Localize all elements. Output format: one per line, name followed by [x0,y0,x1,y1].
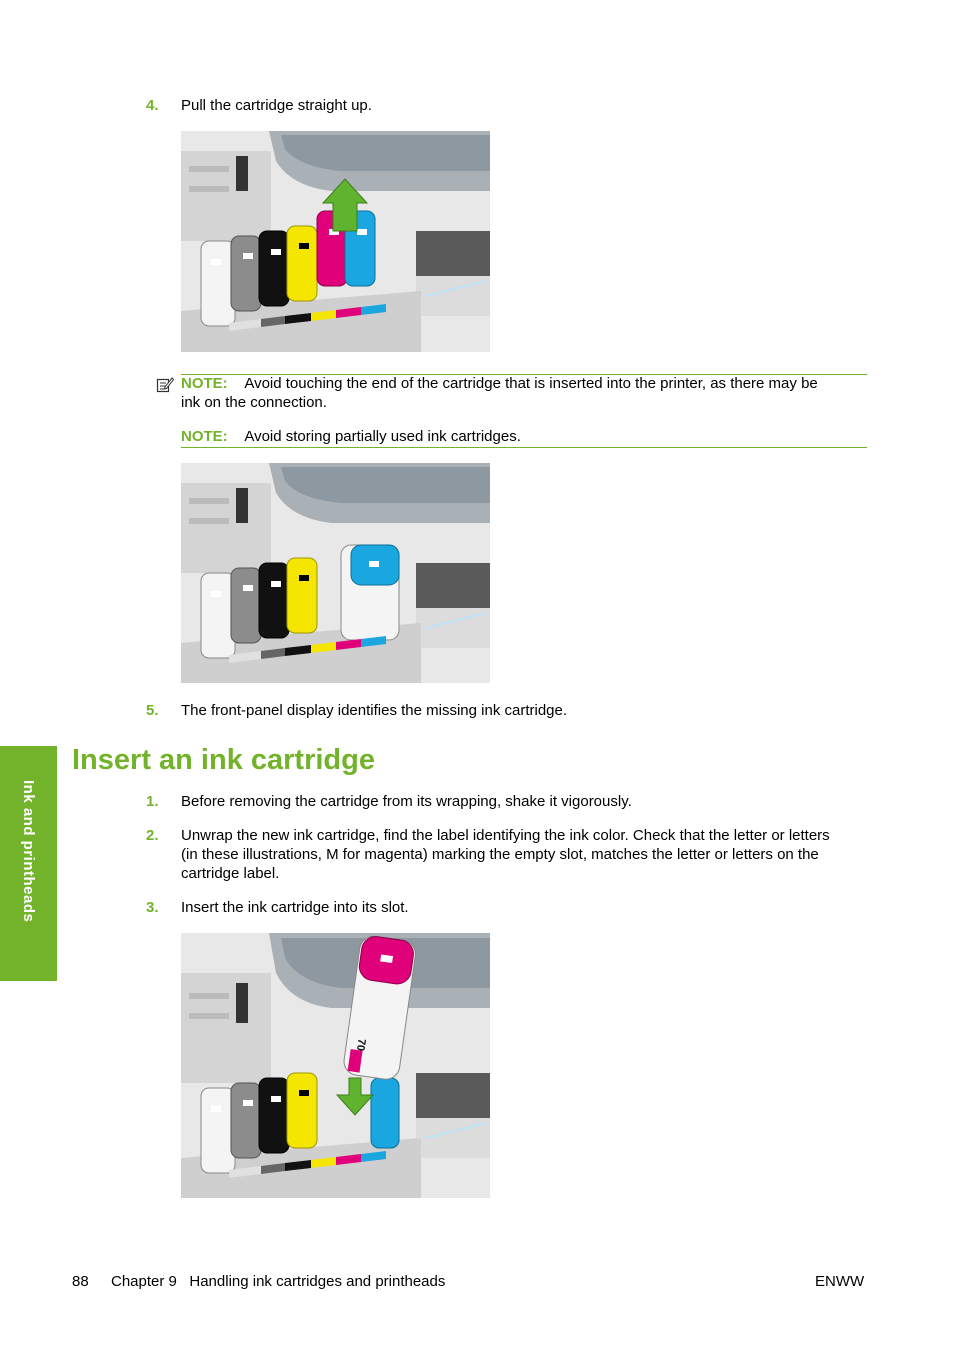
footer-right-label: ENWW [815,1273,865,1290]
note-text: Avoid storing partially used ink cartridges. [244,428,521,445]
side-tab-label: Ink and printheads [20,780,37,923]
note-icon [156,376,174,394]
step-number: 2. [146,827,159,844]
note-text: Avoid touching the end of the cartridge that is inserted into the printer, as there may be [244,375,818,392]
step-number: 5. [146,702,159,719]
figure-pull-cartridge [181,131,490,352]
note-1 [181,374,871,412]
note-label: NOTE: [181,428,228,445]
step-number: 1. [146,793,159,810]
step-text-line: (in these illustrations, M for magenta) marking the empty slot, matches the letter or letters on the [181,846,819,863]
step-text: Insert the ink cartridge into its slot. [181,899,409,916]
page-number: 88 [72,1273,89,1290]
step-number: 3. [146,899,159,916]
note-bottom-rule [181,447,867,448]
chapter-title: Chapter 9 Handling ink cartridges and printheads [111,1273,446,1290]
cartridge-number: 70 [353,1037,368,1052]
note-label: NOTE: [181,375,228,392]
note-2 [181,427,521,446]
step-number: 4. [146,97,159,114]
section-title: Insert an ink cartridge [72,744,375,776]
step-text: The front-panel display identifies the missing ink cartridge. [181,702,568,719]
chapter-side-tab [0,746,57,981]
step-text: Before removing the cartridge from its wrapping, shake it vigorously. [181,793,632,810]
note-text-continued: ink on the connection. [181,394,327,411]
figure-insert-cartridge [181,933,490,1198]
figure-empty-slot [181,463,490,683]
step-text-line: Unwrap the new ink cartridge, find the label identifying the ink color. Check that the letter or letters [181,827,830,844]
step-text: Pull the cartridge straight up. [181,97,372,114]
step-text-line: cartridge label. [181,865,280,882]
